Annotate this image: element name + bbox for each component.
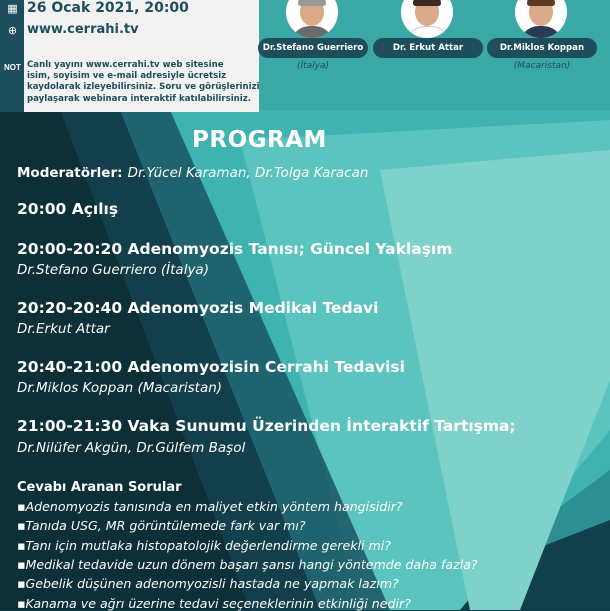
session-title: 20:00-20:20 Adenomyozis Tanısı; Güncel Yaklaşım — [17, 240, 453, 258]
event-date: 26 Ocak 2021, 20:00 — [27, 0, 189, 16]
event-info-panel — [0, 0, 259, 112]
session-speaker: Dr.Stefano Guerriero (İtalya) — [17, 262, 209, 278]
program-title: PROGRAM — [192, 127, 327, 153]
session-title: 20:00 Açılış — [17, 200, 119, 218]
question-item: ▪Tanı için mutlaka histopatolojik değerlendirme gerekli mi? — [17, 538, 391, 553]
note-label: NOT — [4, 63, 21, 72]
session-title: 21:00-21:30 Vaka Sunumu Üzerinden İnteraktif Tartışma; — [17, 417, 516, 435]
note-text — [27, 60, 260, 105]
moderators-line — [17, 162, 368, 181]
session-speaker: Dr.Miklos Koppan (Macaristan) — [17, 380, 223, 396]
speaker-name: Dr.Stefano Guerriero — [258, 38, 368, 58]
note-line: isim, soyisim ve e-mail adresiyle ücretsiz — [27, 71, 227, 82]
speaker-country: (Macaristan) — [513, 61, 571, 71]
speaker-name: Dr.Miklos Koppan — [487, 38, 597, 58]
question-item: ▪Adenomyozis tanısında en maliyet etkin yöntem hangisidir? — [17, 499, 403, 514]
note-line: paylaşarak webinara interaktif katılabilirsiniz. — [27, 93, 251, 104]
question-item: ▪Medikal tedavide uzun dönem başarı şansı hangi yöntemde daha fazla? — [17, 557, 478, 572]
session-speaker: Dr.Nilüfer Akgün, Dr.Gülfem Başol — [17, 440, 246, 456]
session-speaker: Dr.Erkut Attar — [17, 321, 110, 337]
speaker-photo — [401, 0, 453, 38]
note-line: kaydolarak izleyebilirsiniz. Soru ve görüşlerinizi — [27, 82, 260, 93]
info-side-strip — [0, 0, 24, 112]
moderators-label: Moderatörler: — [17, 165, 123, 181]
calendar-icon: ▦ — [7, 2, 18, 15]
note-line: Canlı yayını www.cerrahi.tv web sitesine — [27, 60, 224, 70]
moderators-names: Dr.Yücel Karaman, Dr.Tolga Karacan — [127, 165, 369, 181]
globe-icon: ⊕ — [7, 24, 18, 37]
speaker-country: (İtalya) — [296, 61, 330, 71]
session-title: 20:40-21:00 Adenomyozisin Cerrahi Tedavisi — [17, 358, 405, 376]
question-item: ▪Tanıda USG, MR görüntülemede fark var mı? — [17, 518, 306, 533]
speaker-name: Dr. Erkut Attar — [373, 38, 483, 58]
website-link[interactable]: www.cerrahi.tv — [27, 22, 139, 37]
question-item: ▪Gebelik düşünen adenomyozisli hastada ne yapmak lazım? — [17, 576, 399, 591]
session-title: 20:20-20:40 Adenomyozis Medikal Tedavi — [17, 299, 379, 317]
questions-heading: Cevabı Aranan Sorular — [17, 480, 182, 495]
question-item: ▪Kanama ve ağrı üzerine tedavi seçeneklerinin etkinliği nedir? — [17, 596, 411, 611]
